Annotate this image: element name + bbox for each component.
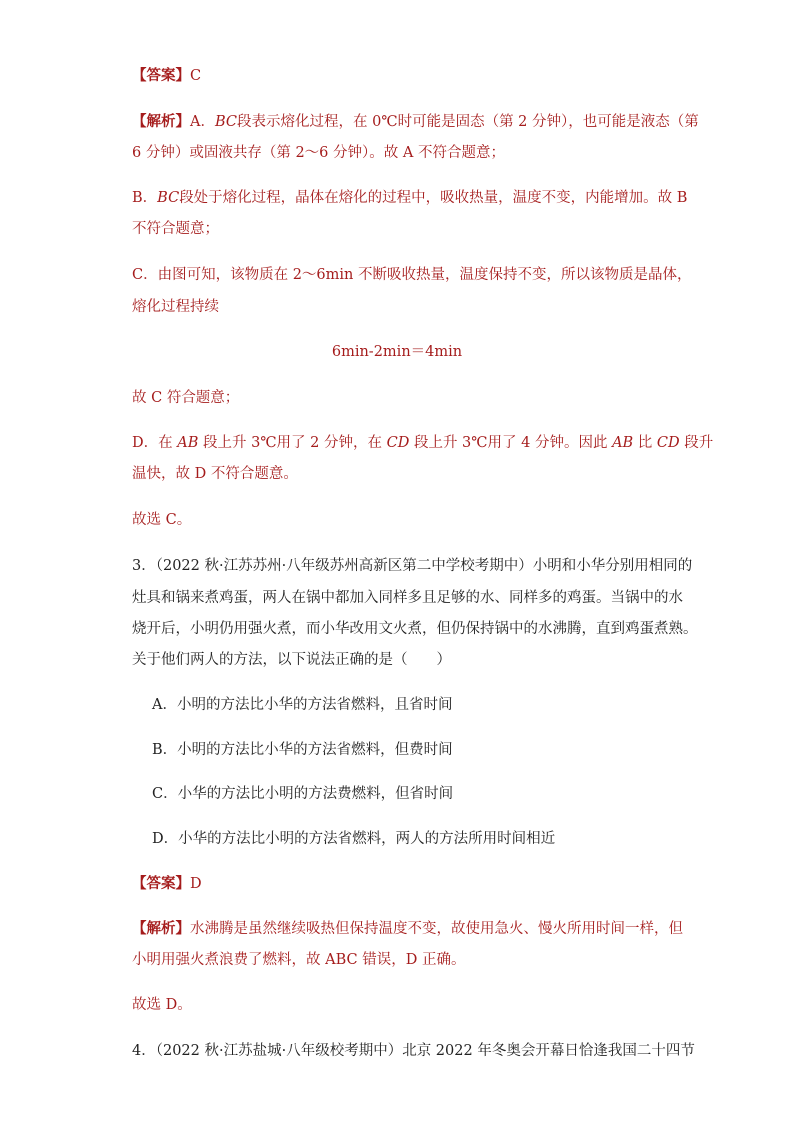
answer-value: C: [190, 68, 202, 84]
analysis-tag: 【解析】: [132, 113, 190, 130]
question-text: 灶具和锅来煮鸡蛋，两人在锅中都加入同样多且足够的水、同样多的鸡蛋。当锅中的水: [132, 590, 683, 606]
option-b: B．小明的方法比小华的方法省燃料，但费时间: [152, 742, 453, 758]
formula: 6min-2min＝4min: [331, 344, 463, 360]
answer-value: D: [190, 876, 202, 892]
analysis-line: C．由图可知，该物质在 2～6min 不断吸收热量，温度保持不变，所以该物质是晶体，: [132, 267, 692, 283]
analysis-line: D．在 AB 段上升 3℃用了 2 分钟，在 CD 段上升 3℃用了 4 分钟。因此 AB 比 CD 段升: [132, 435, 714, 451]
analysis-line: 故 C 符合题意；: [132, 390, 240, 406]
analysis-line: B．BC段处于熔化过程，晶体在熔化的过程中，吸收热量，温度不变，内能增加。故 B: [132, 190, 688, 206]
answer-line: [132, 66, 201, 86]
answer-line: [132, 874, 202, 894]
analysis-tag: 【解析】: [132, 920, 190, 937]
answer-tag: 【答案】: [132, 67, 190, 84]
conclusion: 故选 D。: [132, 997, 192, 1013]
option-c: C．小华的方法比小明的方法费燃料，但省时间: [152, 786, 454, 802]
analysis-line: 温快，故 D 不符合题意。: [132, 466, 298, 482]
analysis-line: 6 分钟）或固液共存（第 2～6 分钟）。故 A 不符合题意；: [132, 145, 505, 161]
question-text: 关于他们两人的方法，以下说法正确的是（ ）: [132, 652, 451, 668]
analysis-line: 【解析】A．BC段表示熔化过程，在 0℃时可能是固态（第 2 分钟），也可能是液态（第: [132, 113, 699, 130]
analysis-line: 不符合题意；: [132, 221, 219, 237]
conclusion: 故选 C。: [132, 512, 192, 528]
question-text: 4．（2022 秋·江苏盐城·八年级校考期中）北京 2022 年冬奥会开幕日恰逢我国二十四节: [132, 1043, 695, 1059]
question-text: 3．（2022 秋·江苏苏州·八年级苏州高新区第二中学校考期中）小明和小华分别用相同的: [132, 558, 693, 574]
analysis-line: 熔化过程持续: [132, 299, 219, 315]
analysis-line: 【解析】水沸腾是虽然继续吸热但保持温度不变，故使用急火、慢火所用时间一样，但: [132, 920, 683, 937]
analysis-line: 小明用强火煮浪费了燃料，故 ABC 错误，D 正确。: [132, 952, 466, 968]
question-text: 烧开后，小明仍用强火煮，而小华改用文火煮，但仍保持锅中的水沸腾，直到鸡蛋煮熟。: [132, 621, 698, 637]
answer-tag: 【答案】: [132, 875, 190, 892]
option-a: A．小明的方法比小华的方法省燃料，且省时间: [152, 697, 453, 713]
option-d: D．小华的方法比小明的方法省燃料，两人的方法所用时间相近: [152, 831, 556, 847]
